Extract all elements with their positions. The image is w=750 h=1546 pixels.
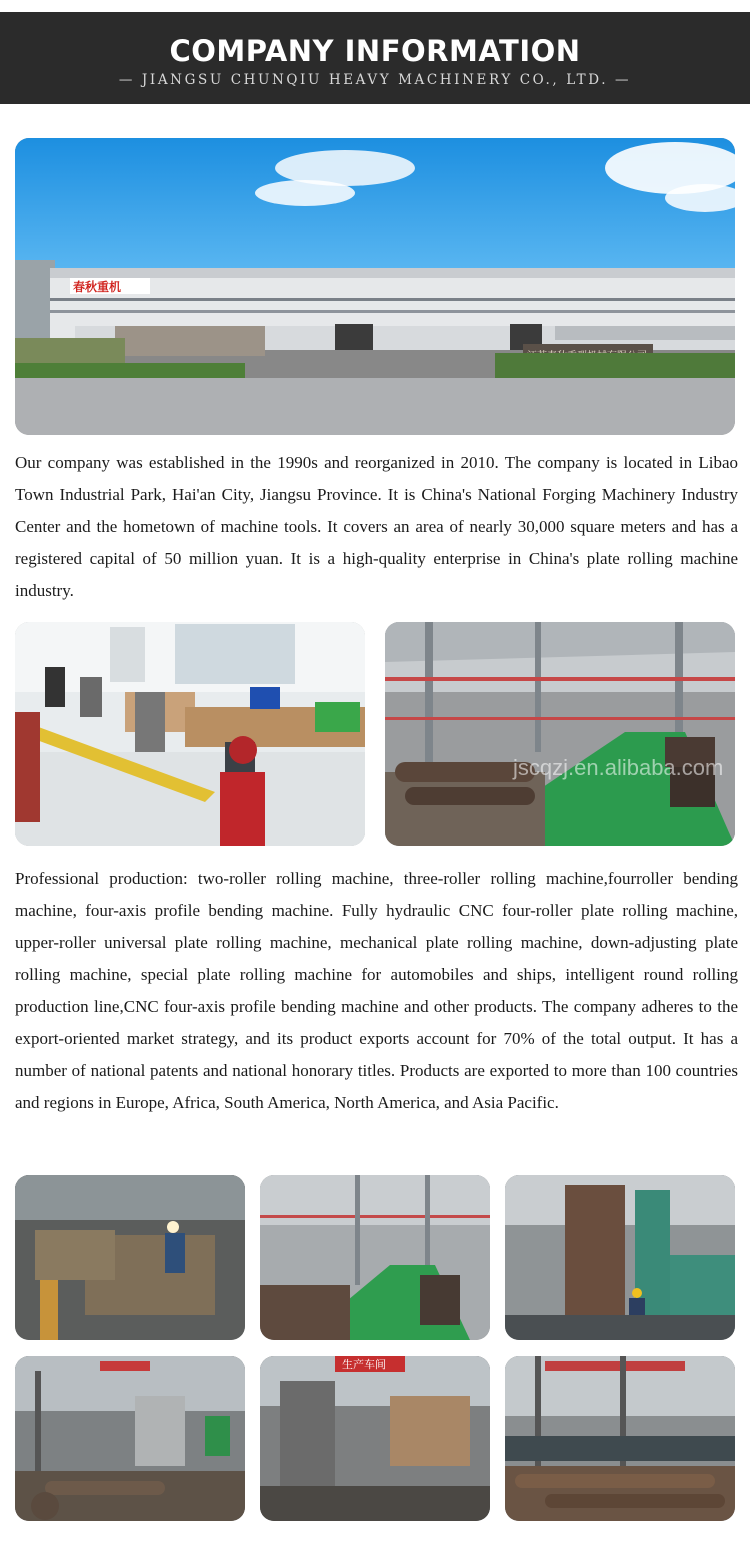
page-title: COMPANY INFORMATION bbox=[169, 34, 581, 68]
production-paragraph: Professional production: two-roller rolling machine, three-roller rolling machine,fourroller bending machine, four-axis profile bending machine. Fully hydraulic CNC four-roller plate rolling machine, upper-roller universal plate rolling machine, mechanical plate rolling machine, down-adjusting plate rolling machine, special plate rolling machine for automobiles and ships, intelligent round rolling production line,CNC four-axis profile bending machine and other products. The company adheres to the export-oriented market strategy, and its product exports account for 70% of the total output. It has a number of national patents and national honorary titles. Products are exported to more than 100 countries and regions in Europe, Africa, South America, North America, and Asia Pacific. bbox=[15, 869, 738, 1112]
workshop-photo bbox=[385, 622, 735, 846]
watermark-text: jscqzj.en.alibaba.com bbox=[513, 755, 724, 780]
company-name-subtitle: — JIANGSU CHUNQIU HEAVY MACHINERY CO., LTD. — bbox=[118, 72, 632, 88]
factory-sign-text: 春秋重机 bbox=[73, 280, 122, 294]
gallery-photo-machine-parts bbox=[15, 1356, 245, 1521]
office-photo bbox=[15, 622, 365, 846]
gallery-photo-workshop-aisle bbox=[260, 1175, 490, 1340]
gallery-photo-rollers bbox=[505, 1356, 735, 1521]
gallery-photo-boring-machine bbox=[505, 1175, 735, 1340]
gallery-photo-welding bbox=[15, 1175, 245, 1340]
page-header bbox=[0, 12, 750, 104]
gallery-photo-production-workshop bbox=[260, 1356, 490, 1521]
workshop-banner-text: 生产车间 bbox=[342, 1358, 386, 1371]
company-intro-paragraph: Our company was established in the 1990s and reorganized in 2010. The company is located in Libao Town Industrial Park, Hai'an City, Jiangsu Province. It is China's National Forging Machinery Industry Center and the hometown of machine tools. It covers an area of nearly 30,000 square meters and has a registered capital of 50 million yuan. It is a high-quality enterprise in China's plate rolling machine industry. bbox=[15, 453, 738, 600]
factory-exterior-photo bbox=[15, 138, 735, 435]
